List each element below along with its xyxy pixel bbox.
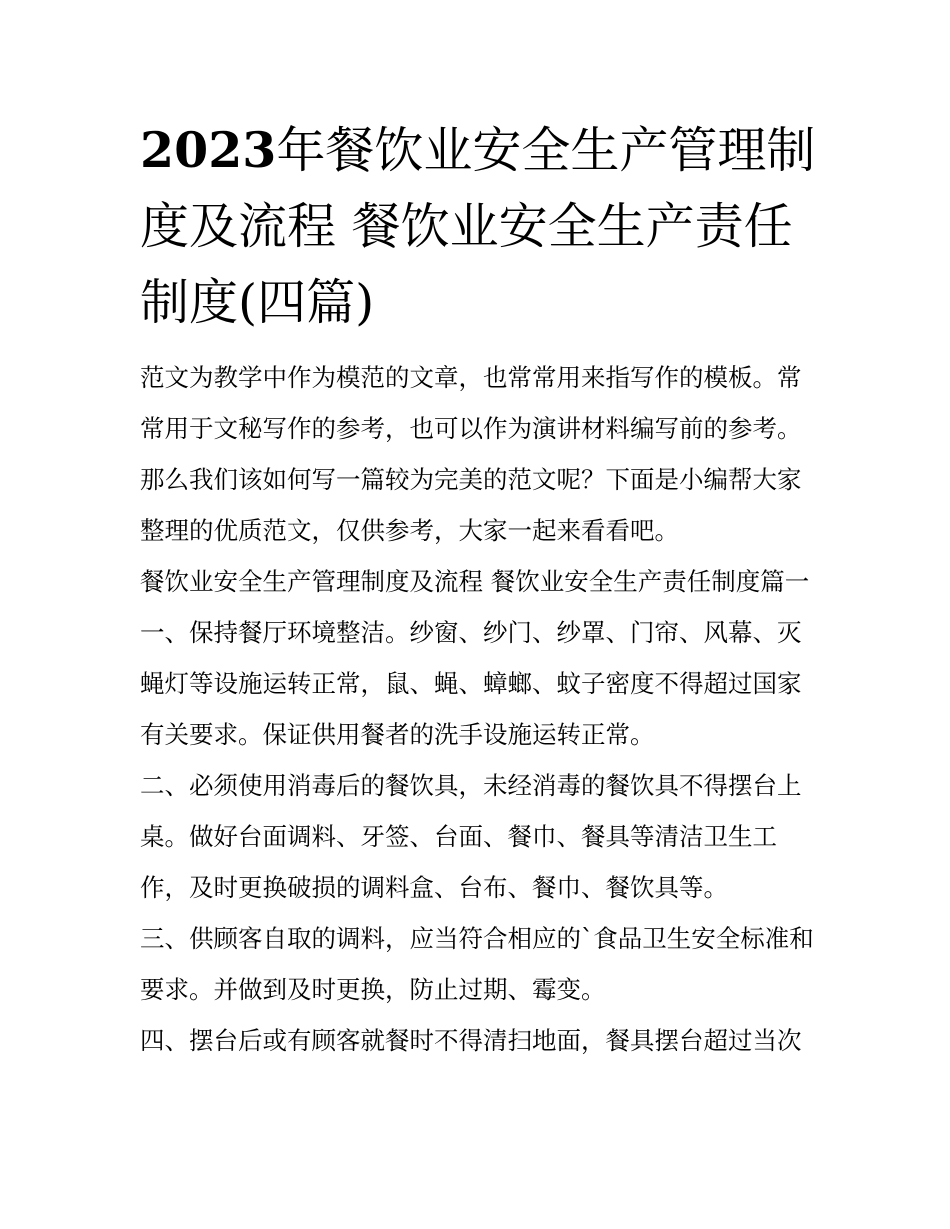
document-body: [140, 352, 820, 1066]
rule-paragraph-2: 二、必须使用消毒后的餐饮具，未经消毒的餐饮具不得摆台上桌。做好台面调料、牙签、台面、餐巾、餐具等清洁卫生工作，及时更换破损的调料盒、台布、餐巾、餐饮具等。: [140, 771, 802, 902]
rule-paragraph-4: 四、摆台后或有顾客就餐时不得清扫地面，餐具摆台超过当次: [140, 1026, 802, 1055]
rule-paragraph-3: 三、供顾客自取的调料，应当符合相应的`食品卫生安全标准和要求。并做到及时更换，防止过期、霉变。: [140, 924, 814, 1004]
section-heading: 餐饮业安全生产管理制度及流程 餐饮业安全生产责任制度篇一: [140, 567, 810, 596]
intro-paragraph: 范文为教学中作为模范的文章，也常常用来指写作的模板。常常用于文秘写作的参考，也可以作为演讲材料编写前的参考。那么我们该如何写一篇较为完美的范文呢？下面是小编帮大家整理的优质范文，仅供参考，大家一起来看看吧。: [140, 363, 802, 545]
rule-paragraph-1: 一、保持餐厅环境整洁。纱窗、纱门、纱罩、门帘、风幕、灭蝇灯等设施运转正常，鼠、蝇、蟑螂、蚊子密度不得超过国家有关要求。保证供用餐者的洗手设施运转正常。: [140, 618, 802, 749]
title-text: 年餐饮业安全生产管理制度及流程 餐饮业安全生产责任制度(四篇): [140, 122, 816, 331]
document-title: [140, 112, 820, 341]
title-year: 2023: [140, 121, 277, 179]
